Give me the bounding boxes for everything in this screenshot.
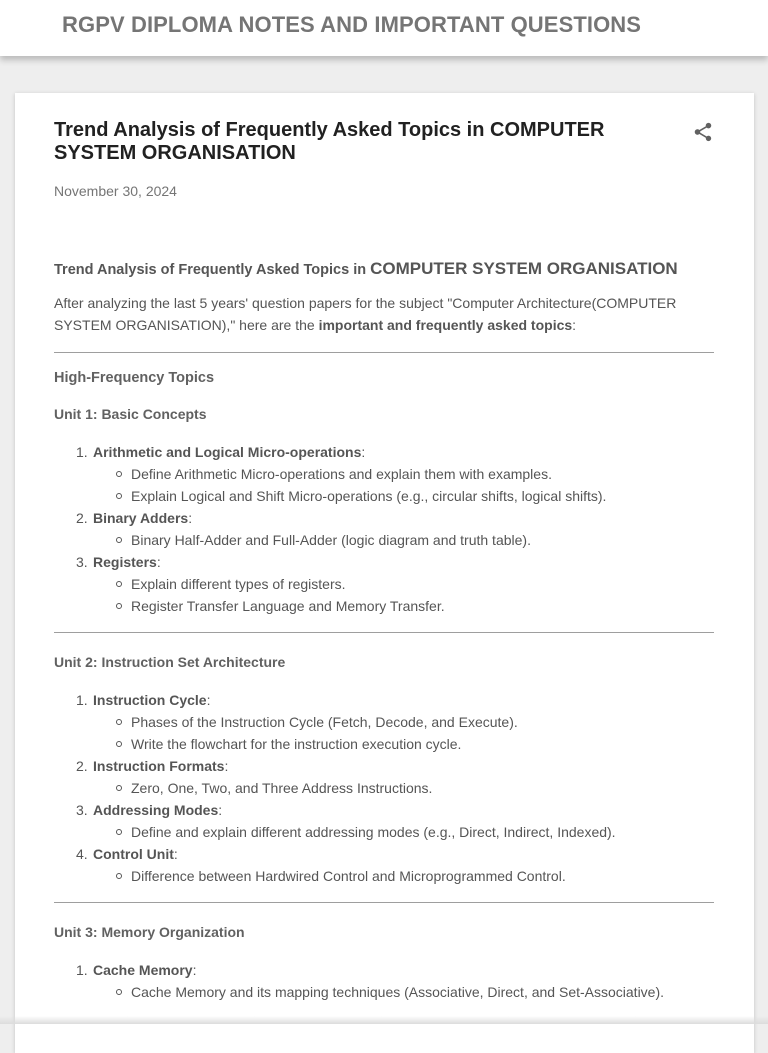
unit-heading: Unit 2: Instruction Set Architecture: [54, 654, 286, 670]
topic-colon: :: [188, 510, 193, 526]
subtopic-list: [93, 865, 714, 887]
topic-list: [54, 959, 714, 1003]
share-button[interactable]: [692, 121, 714, 143]
bullet-icon: [116, 603, 122, 609]
divider: [54, 632, 714, 633]
topic-name: Cache Memory: [93, 962, 193, 978]
bullet-icon: [116, 785, 122, 791]
subtopic-list: [93, 821, 714, 843]
subtopic-list: [93, 981, 714, 1003]
subtopic-item: [54, 777, 714, 799]
list-item: [54, 551, 714, 617]
subtopic-text: Explain Logical and Shift Micro-operations (e.g., circular shifts, logical shifts).: [131, 488, 607, 504]
subtopic-list: [93, 573, 714, 617]
intro-text: After analyzing the last 5 years' question papers for the subject "Computer Architecture(COMPUTER SYSTEM ORGANISATION)," here are the: [54, 295, 677, 333]
site-title[interactable]: RGPV DIPLOMA NOTES AND IMPORTANT QUESTIONS: [62, 12, 642, 37]
subtopic-text: Zero, One, Two, and Three Address Instructions.: [131, 780, 433, 796]
topic-name: Addressing Modes: [93, 802, 219, 818]
divider: [54, 902, 714, 903]
share-icon: [692, 121, 714, 143]
topic-list: [54, 689, 714, 887]
subtopic-text: Explain different types of registers.: [131, 576, 346, 592]
subtopic-item: [54, 733, 714, 755]
list-item: [54, 799, 714, 843]
topic-name: Arithmetic and Logical Micro-operations: [93, 444, 362, 460]
subtopic-item: [54, 595, 714, 617]
intro-paragraph: [54, 292, 714, 336]
subtopic-text: Define Arithmetic Micro-operations and explain them with examples.: [131, 466, 552, 482]
bullet-icon: [116, 989, 122, 995]
topic-name: Control Unit: [93, 846, 174, 862]
subtopic-item: [54, 485, 714, 507]
topic-number: 1.: [76, 444, 88, 460]
topic-colon: :: [224, 758, 229, 774]
bullet-icon: [116, 537, 122, 543]
intro-heading-prefix: Trend Analysis of Frequently Asked Topics in: [54, 262, 371, 278]
site-header: [0, 0, 768, 56]
bottom-shadow: [0, 1016, 768, 1024]
subtopic-list: [93, 711, 714, 755]
topic-colon: :: [192, 962, 197, 978]
topic-colon: :: [218, 802, 223, 818]
intro-heading: [54, 259, 714, 279]
subtopic-item: [54, 981, 714, 1003]
topic-name: Registers: [93, 554, 157, 570]
topic-name: Binary Adders: [93, 510, 189, 526]
bullet-icon: [116, 873, 122, 879]
topic-number: 2.: [76, 758, 88, 774]
post-title[interactable]: Trend Analysis of Frequently Asked Topics in COMPUTER SYSTEM ORGANISATION: [54, 119, 605, 164]
topic-list: [54, 441, 714, 617]
subtopic-item: [54, 711, 714, 733]
intro-bold-text: important and frequently asked topics: [318, 317, 573, 333]
list-item: [54, 441, 714, 507]
topic-number: 3.: [76, 554, 88, 570]
bullet-icon: [116, 829, 122, 835]
list-item: [54, 507, 714, 551]
topic-colon: :: [206, 692, 211, 708]
topic-number: 2.: [76, 510, 88, 526]
subtopic-item: [54, 573, 714, 595]
subtopic-list: [93, 463, 714, 507]
post-date: November 30, 2024: [54, 183, 177, 199]
section-heading: High-Frequency Topics: [54, 370, 215, 386]
list-item: [54, 689, 714, 755]
list-item: [54, 755, 714, 799]
subtopic-text: Cache Memory and its mapping techniques (Associative, Direct, and Set-Associative).: [131, 984, 665, 1000]
subtopic-item: [54, 865, 714, 887]
bullet-icon: [116, 493, 122, 499]
subtopic-item: [54, 821, 714, 843]
subtopic-text: Difference between Hardwired Control and Microprogrammed Control.: [131, 868, 566, 884]
list-item: [54, 843, 714, 887]
bullet-icon: [116, 719, 122, 725]
topic-number: 1.: [76, 692, 88, 708]
subtopic-list: [93, 529, 714, 551]
topic-colon: :: [173, 846, 178, 862]
bullet-icon: [116, 581, 122, 587]
subtopic-item: [54, 463, 714, 485]
subtopic-item: [54, 529, 714, 551]
intro-end: :: [572, 317, 577, 333]
subtopic-text: Write the flowchart for the instruction execution cycle.: [131, 736, 462, 752]
topic-colon: :: [156, 554, 161, 570]
intro-heading-subject: COMPUTER SYSTEM ORGANISATION: [370, 259, 678, 278]
topic-number: 1.: [76, 962, 88, 978]
subtopic-text: Define and explain different addressing modes (e.g., Direct, Indirect, Indexed).: [131, 824, 616, 840]
topic-number: 4.: [76, 846, 88, 862]
post-body: [54, 259, 714, 1003]
unit-heading: Unit 3: Memory Organization: [54, 924, 245, 940]
unit-heading: Unit 1: Basic Concepts: [54, 406, 207, 422]
divider: [54, 352, 714, 353]
subtopic-text: Phases of the Instruction Cycle (Fetch, Decode, and Execute).: [131, 714, 518, 730]
topic-number: 3.: [76, 802, 88, 818]
topic-name: Instruction Cycle: [93, 692, 207, 708]
subtopic-list: [93, 777, 714, 799]
list-item: [54, 959, 714, 1003]
subtopic-text: Register Transfer Language and Memory Transfer.: [131, 598, 445, 614]
topic-name: Instruction Formats: [93, 758, 225, 774]
bullet-icon: [116, 741, 122, 747]
post-card: [15, 93, 754, 1053]
bullet-icon: [116, 471, 122, 477]
topic-colon: :: [361, 444, 366, 460]
subtopic-text: Binary Half-Adder and Full-Adder (logic diagram and truth table).: [131, 532, 531, 548]
